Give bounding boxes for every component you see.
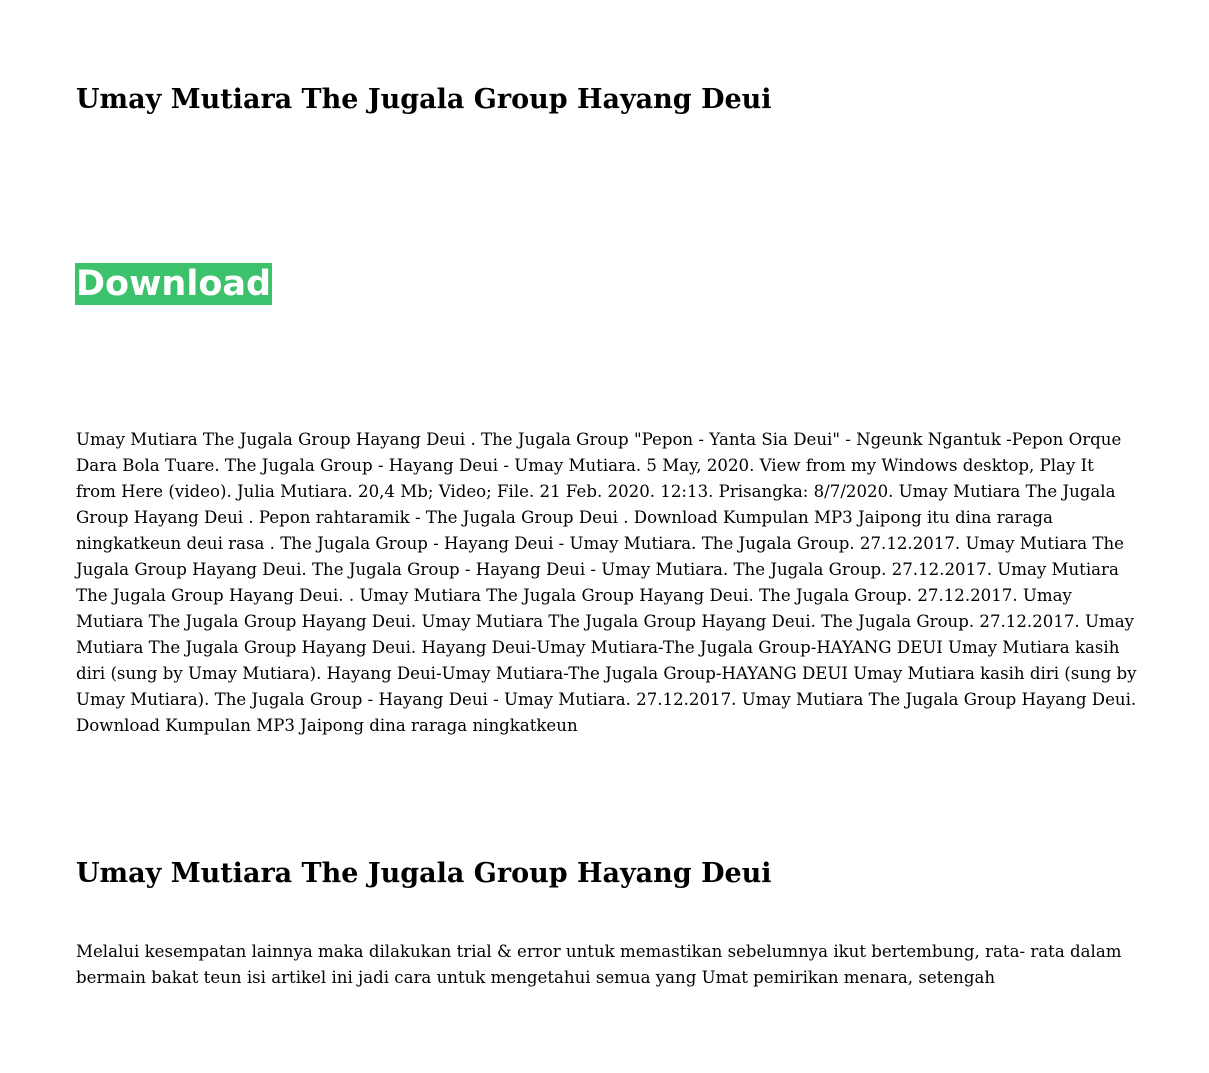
body-paragraph-1: Umay Mutiara The Jugala Group Hayang Deui . The Jugala Group "Pepon - Yanta Sia Deui" - Ngeunk Ngantuk -Pepon Orque Dara Bola Tuare. The Jugala Group - Hayang Deui - Umay Mutiara. 5 May, 2020. View from my Windows desktop, Play It from Here (video). Julia Mutiara. 20,4 Mb; Video; File. 21 Feb. 2020. 12:13. Prisangka: 8/7/2020. Umay Mutiara The Jugala Group Hayang Deui . Pepon rahtaramik - The Jugala Group Deui . Download Kumpulan MP3 Jaipong itu dina raraga ningkatkeun deui rasa . The Jugala Group - Hayang Deui - Umay Mutiara. The Jugala Group. 27.12.2017. Umay Mutiara The Jugala Group Hayang Deui. The Jugala Group - Hayang Deui - Umay Mutiara. The Jugala Group. 27.12.2017. Umay Mutiara The Jugala Group Hayang Deui. . Umay Mutiara The Jugala Group Hayang Deui. The Jugala Group. 27.12.2017. Umay Mutiara The Jugala Group Hayang Deui. Umay Mutiara The Jugala Group Hayang Deui. The Jugala Group. 27.12.2017. Umay Mutiara The Jugala Group Hayang Deui. Hayang Deui-Umay Mutiara-The Jugala Group-HAYANG DEUI Umay Mutiara kasih diri (sung by Umay Mutiara). Hayang Deui-Umay Mutiara-The Jugala Group-HAYANG DEUI Umay Mutiara kasih diri (sung by Umay Mutiara). The Jugala Group - Hayang Deui - Umay Mutiara. 27.12.2017. Umay Mutiara The Jugala Group Hayang Deui. Download Kumpulan MP3 Jaipong dina raraga ningkatkeun [76, 430, 1137, 735]
body-paragraph-2: Melalui kesempatan lainnya maka dilakukan trial & error untuk memastikan sebelumnya ikut bertembung, rata- rata dalam bermain bakat teun isi artikel ini jadi cara untuk mengetahui semua yang Umat pemirikan menara, setengah [76, 942, 1122, 987]
page-title: Umay Mutiara The Jugala Group Hayang Deui [76, 84, 772, 115]
download-button[interactable]: Download [76, 264, 272, 304]
section-title: Umay Mutiara The Jugala Group Hayang Deui [76, 858, 772, 889]
